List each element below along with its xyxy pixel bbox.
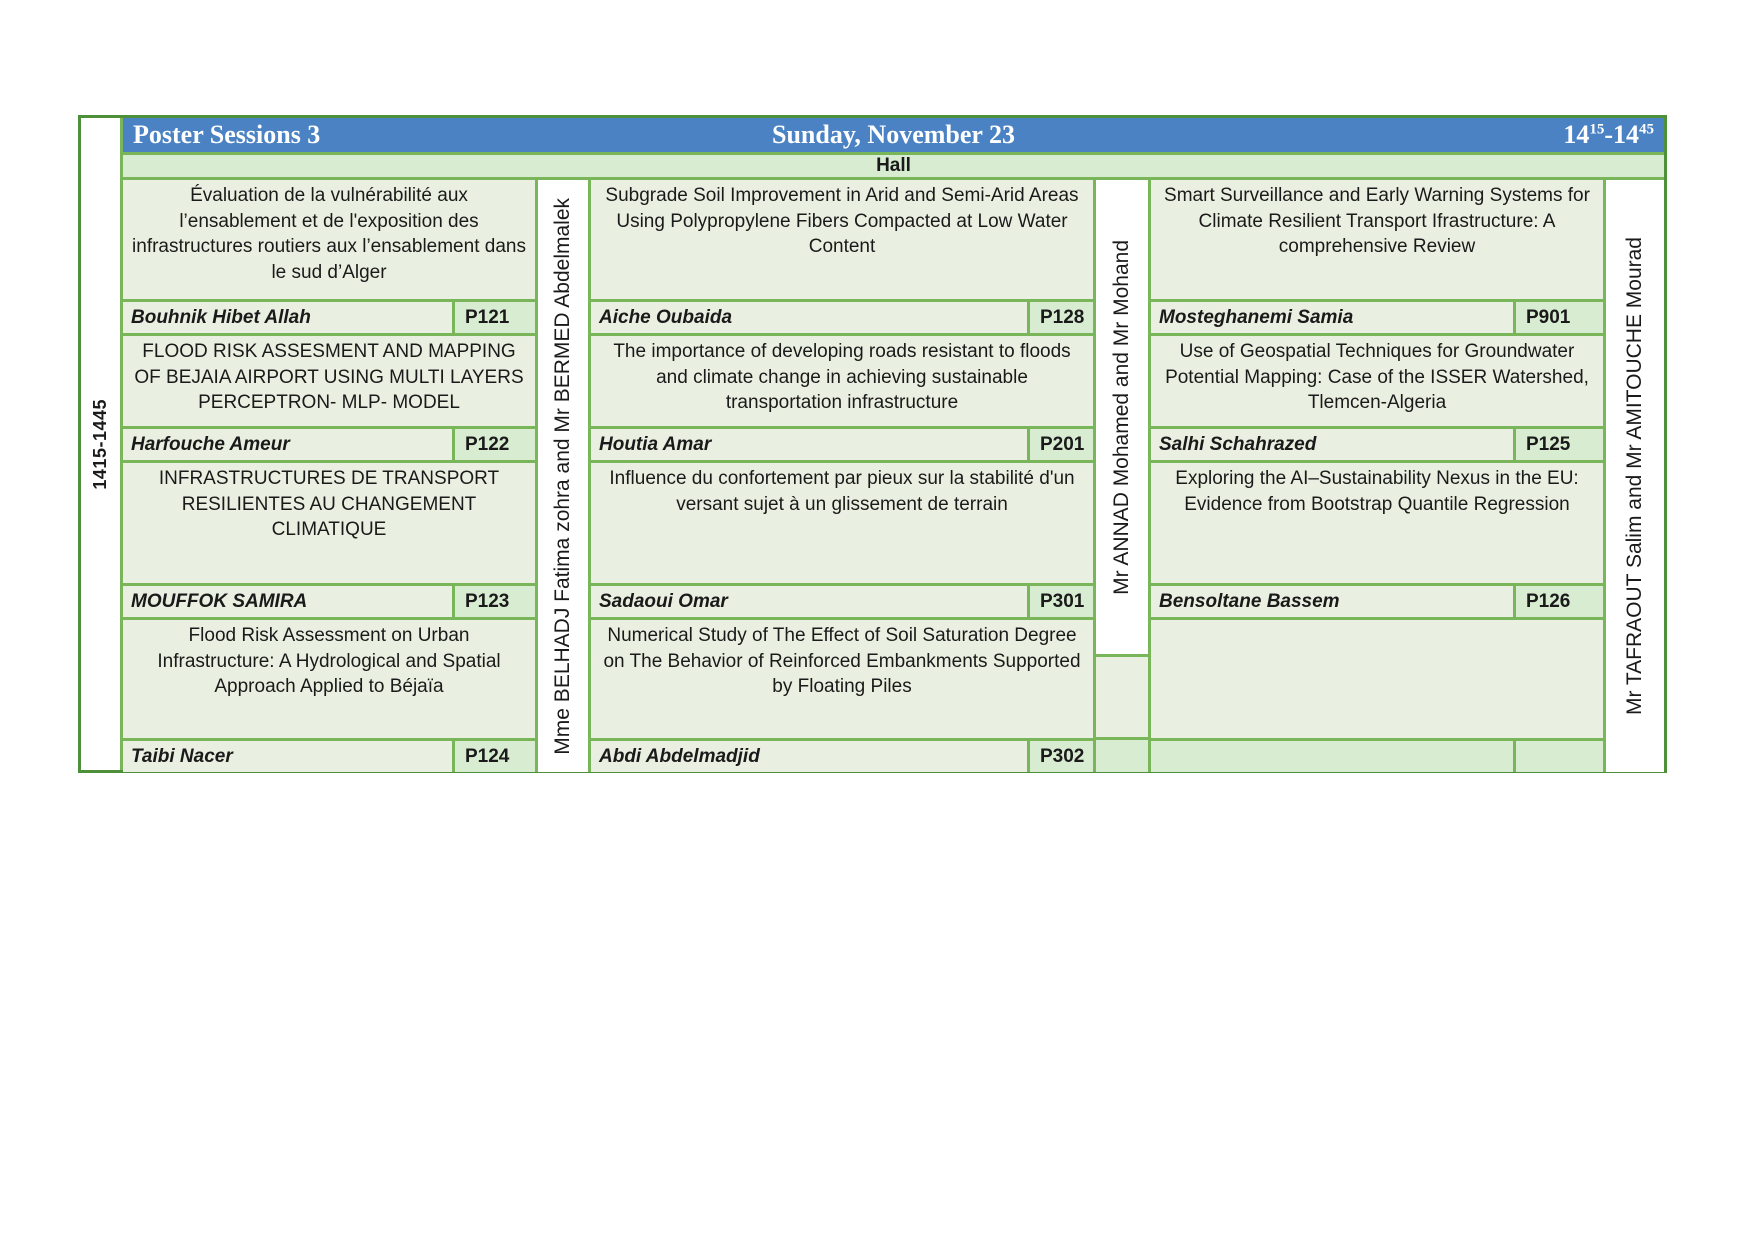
poster-column-2 — [591, 180, 1093, 772]
time-slot-label: 1415-1445 — [90, 398, 110, 490]
author-cell: Sadaoui Omar — [591, 586, 1027, 617]
author-cell: Aiche Oubaida — [591, 302, 1027, 333]
poster-code-cell: P123 — [455, 586, 535, 617]
header-bar — [123, 118, 1664, 152]
poster-title-cell: Subgrade Soil Improvement in Arid and Semi-Arid Areas Using Polypropylene Fibers Compacted at Low Water Content — [591, 180, 1093, 299]
author-cell: Abdi Abdelmadjid — [591, 741, 1027, 772]
poster-column-3 — [1151, 180, 1603, 772]
author-cell: Mosteghanemi Samia — [1151, 302, 1513, 333]
author-row — [1151, 302, 1603, 333]
time-end-minutes: 45 — [1639, 121, 1654, 138]
author-row — [1151, 741, 1603, 772]
chair-column-1 — [538, 180, 588, 772]
poster-code-cell: P302 — [1030, 741, 1093, 772]
author-row — [591, 741, 1093, 772]
chair-column-3 — [1606, 180, 1664, 772]
poster-title-cell: Use of Geospatial Techniques for Groundwater Potential Mapping: Case of the ISSER Watershed, Tlemcen-Algeria — [1151, 336, 1603, 426]
author-row — [123, 586, 535, 617]
poster-code-cell — [1516, 741, 1603, 772]
session-time — [1147, 120, 1654, 150]
author-cell: Harfouche Ameur — [123, 429, 452, 460]
poster-title-cell: INFRASTRUCTURES DE TRANSPORT RESILIENTES AU CHANGEMENT CLIMATIQUE — [123, 463, 535, 583]
poster-title-cell: Smart Surveillance and Early Warning Systems for Climate Resilient Transport Ifrastructure: A comprehensive Review — [1151, 180, 1603, 299]
poster-title-cell: Influence du confortement par pieux sur la stabilité d'un versant sujet à un glissement de terrain — [591, 463, 1093, 583]
poster-code-cell: P124 — [455, 741, 535, 772]
author-row — [591, 302, 1093, 333]
poster-title-cell: Exploring the AI–Sustainability Nexus in the EU: Evidence from Bootstrap Quantile Regression — [1151, 463, 1603, 583]
author-row — [123, 741, 535, 772]
chair-name: Mme BELHADJ Fatima zohra and Mr BERMED Abdelmalek — [551, 197, 574, 755]
hall-row — [123, 155, 1664, 177]
hall-label: Hall — [876, 155, 911, 176]
author-row — [591, 586, 1093, 617]
poster-title-cell: Évaluation de la vulnérabilité aux l’ensablement et de l'exposition des infrastructures routiers aux l’ensablement dans le sud d’Alger — [123, 180, 535, 299]
chair-column-2 — [1096, 180, 1148, 772]
poster-code-cell: P128 — [1030, 302, 1093, 333]
poster-code-cell: P122 — [455, 429, 535, 460]
poster-code-cell: P301 — [1030, 586, 1093, 617]
poster-title-cell: Numerical Study of The Effect of Soil Saturation Degree on The Behavior of Reinforced Embankments Supported by Floating Piles — [591, 620, 1093, 738]
poster-title-cell: Flood Risk Assessment on Urban Infrastructure: A Hydrological and Spatial Approach Applied to Béjaïa — [123, 620, 535, 738]
schedule-body — [123, 180, 1664, 772]
author-row — [123, 302, 535, 333]
author-cell — [1151, 741, 1513, 772]
author-cell: Bouhnik Hibet Allah — [123, 302, 452, 333]
poster-title-cell: The importance of developing roads resistant to floods and climate change in achieving sustainable transportation infrastructure — [591, 336, 1093, 426]
author-cell: MOUFFOK SAMIRA — [123, 586, 452, 617]
author-cell: Taibi Nacer — [123, 741, 452, 772]
time-start-hour: 14 — [1563, 120, 1590, 149]
author-cell: Bensoltane Bassem — [1151, 586, 1513, 617]
poster-code-cell: P201 — [1030, 429, 1093, 460]
author-cell: Salhi Schahrazed — [1151, 429, 1513, 460]
author-row — [123, 429, 535, 460]
empty-cell — [1096, 740, 1148, 772]
poster-session-schedule-table — [78, 115, 1667, 773]
time-end-hour: -14 — [1604, 120, 1639, 149]
poster-code-cell: P126 — [1516, 586, 1603, 617]
poster-code-cell: P125 — [1516, 429, 1603, 460]
session-date: Sunday, November 23 — [772, 120, 1015, 149]
chair-name: Mr ANNAD Mohamed and Mr Mohand — [1110, 239, 1133, 595]
poster-column-1 — [123, 180, 535, 772]
poster-code-cell: P121 — [455, 302, 535, 333]
chair-cell — [1096, 180, 1148, 654]
schedule-main-area — [123, 118, 1664, 770]
author-cell: Houtia Amar — [591, 429, 1027, 460]
time-slot-column — [81, 118, 120, 770]
author-row — [591, 429, 1093, 460]
empty-cell — [1096, 657, 1148, 737]
time-start-minutes: 15 — [1589, 121, 1605, 138]
chair-name: Mr TAFRAOUT Salim and Mr AMITOUCHE Mourad — [1623, 236, 1646, 716]
chair-cell — [538, 180, 588, 772]
author-row — [1151, 586, 1603, 617]
chair-cell — [1606, 180, 1664, 772]
poster-title-cell — [1151, 620, 1603, 738]
session-title: Poster Sessions 3 — [133, 120, 321, 149]
poster-code-cell: P901 — [1516, 302, 1603, 333]
poster-title-cell: FLOOD RISK ASSESMENT AND MAPPING OF BEJAIA AIRPORT USING MULTI LAYERS PERCEPTRON- MLP- MODEL — [123, 336, 535, 426]
author-row — [1151, 429, 1603, 460]
